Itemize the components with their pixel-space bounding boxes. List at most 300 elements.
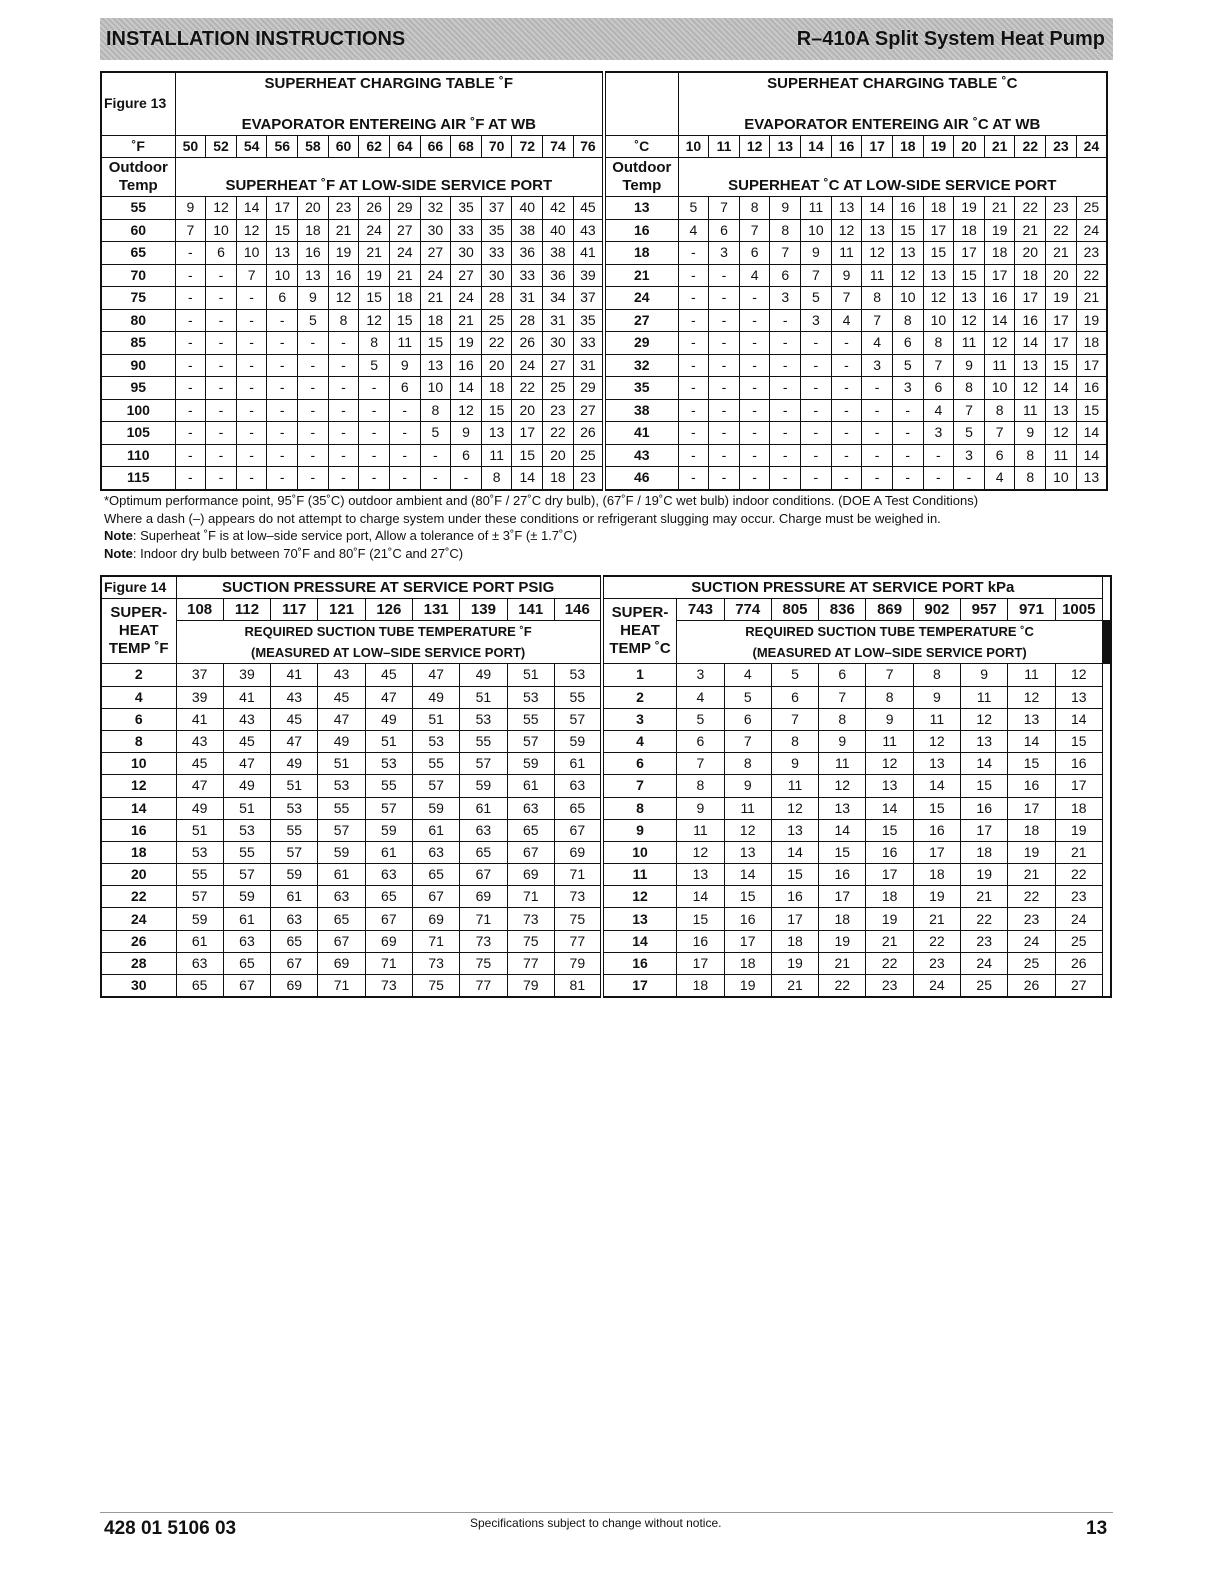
superheat-c-cell: 18 — [1015, 264, 1046, 287]
superheat-f-cell: - — [389, 422, 420, 445]
superheat-c-cell: 12 — [954, 309, 985, 332]
superheat-c-cell: 21 — [1015, 219, 1046, 242]
superheat-c-cell: 9 — [1015, 422, 1046, 445]
superheat-c-cell: 18 — [1076, 332, 1107, 355]
superheat-f-cell: 27 — [389, 219, 420, 242]
suction-temp-f-cell: 49 — [176, 797, 223, 819]
superheat-c-cell: - — [831, 399, 862, 422]
suction-temp-f-cell: 57 — [318, 819, 365, 841]
table-row — [101, 332, 1107, 355]
superheat-f-cell: 27 — [451, 264, 482, 287]
superheat-f-cell: 34 — [543, 287, 574, 310]
superheat-c-cell: - — [954, 467, 985, 490]
suction-temp-c-cell: 22 — [1008, 886, 1055, 908]
suction-temp-f-cell: 61 — [271, 886, 318, 908]
wb-c-header: 14 — [801, 135, 832, 158]
superheat-c-cell: 16 — [1015, 309, 1046, 332]
superheat-c-cell: - — [770, 467, 801, 490]
superheat-f-cell: - — [175, 287, 206, 310]
suction-temp-f-cell: 49 — [365, 708, 412, 730]
suction-temp-c-cell: 13 — [771, 819, 818, 841]
suction-temp-c-cell: 22 — [1055, 864, 1102, 886]
superheat-c-cell: 18 — [954, 219, 985, 242]
table-row — [101, 886, 1111, 908]
suction-temp-f-cell: 67 — [318, 930, 365, 952]
superheat-c-cell: 14 — [1076, 422, 1107, 445]
superheat-f-cell: - — [298, 332, 329, 355]
suction-temp-f-cell: 63 — [460, 819, 507, 841]
suction-temp-f-cell: 57 — [176, 886, 223, 908]
disclaimer: Specifications subject to change without notice. — [470, 1516, 722, 1530]
suction-temp-f-cell: 65 — [318, 908, 365, 930]
superheat-c-cell: - — [739, 377, 770, 400]
suction-temp-f-cell: 59 — [223, 886, 270, 908]
superheat-temp-c-header: SUPER- HEAT TEMP ˚C — [602, 599, 677, 664]
superheat-f-cell: 39 — [573, 264, 604, 287]
suction-temp-c-cell: 16 — [677, 930, 724, 952]
suction-temp-c-cell: 15 — [1008, 753, 1055, 775]
superheat-f-cell: - — [175, 467, 206, 490]
superheat-c-subheader: SUPERHEAT ˚C AT LOW-SIDE SERVICE PORT — [678, 158, 1107, 197]
suction-temp-c-cell: 12 — [819, 775, 866, 797]
suction-temp-c-cell: 24 — [913, 975, 960, 998]
superheat-temp-c: 3 — [602, 708, 677, 730]
superheat-c-cell: - — [739, 422, 770, 445]
kpa-header: 774 — [724, 599, 771, 621]
suction-temp-c-cell: 9 — [866, 708, 913, 730]
suction-temp-c-cell: 21 — [961, 886, 1008, 908]
suction-temp-f-cell: 57 — [412, 775, 459, 797]
suction-temp-c-cell: 8 — [913, 664, 960, 686]
superheat-f-cell: 30 — [481, 264, 512, 287]
outdoor-temp-f-header: Outdoor Temp — [101, 158, 175, 197]
suction-temp-c-cell: 13 — [1055, 686, 1102, 708]
superheat-f-cell: - — [328, 354, 359, 377]
suction-temp-c-cell: 8 — [724, 753, 771, 775]
suction-temp-c-cell: 12 — [1008, 686, 1055, 708]
suction-temp-c-cell: 15 — [724, 886, 771, 908]
suction-temp-c-cell: 15 — [819, 841, 866, 863]
suction-temp-f-cell: 47 — [318, 708, 365, 730]
wb-f-header: 68 — [451, 135, 482, 158]
suction-temp-f-cell: 71 — [460, 908, 507, 930]
superheat-f-cell: - — [175, 444, 206, 467]
superheat-c-cell: 4 — [831, 309, 862, 332]
suction-temp-c-cell: 18 — [866, 886, 913, 908]
suction-temp-f-cell: 69 — [554, 841, 601, 863]
suction-temp-c-cell: 5 — [677, 708, 724, 730]
suction-temp-f-cell: 61 — [176, 930, 223, 952]
superheat-f-cell: 30 — [451, 242, 482, 265]
superheat-f-cell: 35 — [481, 219, 512, 242]
superheat-c-cell: 8 — [770, 219, 801, 242]
superheat-f-cell: 19 — [451, 332, 482, 355]
superheat-f-cell: 18 — [481, 377, 512, 400]
psig-header: 108 — [176, 599, 223, 621]
superheat-c-cell: - — [801, 422, 832, 445]
outdoor-temp-c: 27 — [604, 309, 678, 332]
superheat-f-cell: 10 — [236, 242, 267, 265]
superheat-f-cell: - — [389, 399, 420, 422]
table-row — [101, 354, 1107, 377]
suction-temp-c-cell: 19 — [819, 930, 866, 952]
superheat-f-cell: 9 — [175, 197, 206, 220]
suction-temp-c-cell: 5 — [771, 664, 818, 686]
superheat-f-cell: 6 — [389, 377, 420, 400]
suction-temp-f-cell: 61 — [412, 819, 459, 841]
superheat-f-cell: 5 — [359, 354, 390, 377]
superheat-temp-c: 12 — [602, 886, 677, 908]
outdoor-temp-c: 13 — [604, 197, 678, 220]
table-row — [101, 664, 1111, 686]
superheat-c-cell: - — [678, 444, 709, 467]
suction-temp-c-cell: 26 — [1008, 975, 1055, 998]
superheat-c-cell: - — [678, 399, 709, 422]
superheat-f-cell: - — [451, 467, 482, 490]
suction-temp-c-cell: 19 — [866, 908, 913, 930]
suction-temp-c-cell: 17 — [961, 819, 1008, 841]
suction-temp-c-cell: 25 — [961, 975, 1008, 998]
suction-temp-c-cell — [1110, 621, 1111, 664]
superheat-f-cell: 21 — [420, 287, 451, 310]
suction-temp-c-cell: 19 — [961, 864, 1008, 886]
table-row — [101, 730, 1111, 752]
outdoor-temp-c: 35 — [604, 377, 678, 400]
suction-temp-f-cell: 37 — [176, 664, 223, 686]
superheat-f-cell: 30 — [420, 219, 451, 242]
evap-air-f-header: EVAPORATOR ENTEREING AIR ˚F AT WB — [175, 95, 604, 136]
kpa-header: 957 — [961, 599, 1008, 621]
superheat-f-cell: 28 — [512, 309, 543, 332]
superheat-f-cell: 24 — [389, 242, 420, 265]
kpa-header: 1005 — [1055, 599, 1102, 621]
superheat-f-cell: 13 — [267, 242, 298, 265]
superheat-f-cell: - — [359, 444, 390, 467]
superheat-c-cell: 6 — [923, 377, 954, 400]
psig-header: 112 — [223, 599, 270, 621]
superheat-temp-f: 4 — [101, 686, 176, 708]
superheat-f-cell: 35 — [451, 197, 482, 220]
suction-temp-f-cell: 59 — [507, 753, 554, 775]
superheat-c-cell: 14 — [1076, 444, 1107, 467]
wb-f-header: 72 — [512, 135, 543, 158]
superheat-c-cell: - — [770, 332, 801, 355]
wb-c-header: 24 — [1076, 135, 1107, 158]
wb-f-header: 56 — [267, 135, 298, 158]
note-optimum: *Optimum performance point, 95˚F (35˚C) outdoor ambient and (80˚F / 27˚C dry bulb), (67˚F / 19˚C wet bulb) indoor conditions. (DOE A Test Conditions) — [104, 493, 979, 508]
suction-temp-f-cell: 59 — [271, 864, 318, 886]
superheat-f-cell: - — [236, 354, 267, 377]
page-number: 13 — [1086, 1518, 1108, 1539]
suction-temp-c-cell: 9 — [819, 730, 866, 752]
superheat-c-cell: 3 — [801, 309, 832, 332]
suction-temp-c-cell: 14 — [724, 864, 771, 886]
outdoor-temp-c: 29 — [604, 332, 678, 355]
suction-temp-c-cell: 15 — [677, 908, 724, 930]
outdoor-temp-c-header: Outdoor Temp — [604, 158, 678, 197]
superheat-c-cell: - — [739, 354, 770, 377]
superheat-f-cell: 12 — [236, 219, 267, 242]
superheat-f-cell: 40 — [543, 219, 574, 242]
suction-temp-f-cell: 51 — [412, 708, 459, 730]
superheat-f-cell: 6 — [267, 287, 298, 310]
suction-temp-c-cell: 18 — [961, 841, 1008, 863]
superheat-f-cell: 12 — [359, 309, 390, 332]
superheat-f-cell: - — [267, 332, 298, 355]
superheat-c-cell: 16 — [1076, 377, 1107, 400]
table-row — [101, 399, 1107, 422]
required-temp-f-header: REQUIRED SUCTION TUBE TEMPERATURE ˚F (MEASURED AT LOW–SIDE SERVICE PORT) — [176, 621, 602, 664]
superheat-f-cell: 19 — [328, 242, 359, 265]
outdoor-temp-f: 55 — [101, 197, 175, 220]
superheat-f-cell: - — [298, 422, 329, 445]
suction-temp-c-cell: 21 — [866, 930, 913, 952]
superheat-c-cell: - — [770, 354, 801, 377]
suction-temp-f-cell: 77 — [460, 975, 507, 998]
superheat-c-cell: 10 — [1046, 467, 1077, 490]
suction-temp-f-cell: 53 — [554, 664, 601, 686]
superheat-c-cell: 10 — [801, 219, 832, 242]
superheat-f-cell: - — [206, 354, 237, 377]
superheat-c-cell: - — [923, 467, 954, 490]
superheat-c-cell: 7 — [709, 197, 740, 220]
superheat-c-cell: 23 — [1076, 242, 1107, 265]
wb-f-header: 66 — [420, 135, 451, 158]
suction-temp-c-cell: 19 — [1055, 819, 1102, 841]
suction-temp-f-cell: 51 — [365, 730, 412, 752]
suction-temp-c-cell: 19 — [771, 952, 818, 974]
superheat-f-cell: 14 — [451, 377, 482, 400]
superheat-f-cell: 5 — [298, 309, 329, 332]
superheat-f-cell: - — [298, 399, 329, 422]
table-row — [101, 422, 1107, 445]
suction-temp-c-cell: 11 — [913, 708, 960, 730]
superheat-c-cell: - — [709, 332, 740, 355]
suction-temp-c-cell: 22 — [819, 975, 866, 998]
superheat-f-cell: 17 — [267, 197, 298, 220]
outdoor-temp-c: 46 — [604, 467, 678, 490]
suction-temp-c-cell: 13 — [677, 864, 724, 886]
suction-temp-c-cell: 21 — [771, 975, 818, 998]
superheat-f-cell: 24 — [512, 354, 543, 377]
kpa-header: 836 — [819, 599, 866, 621]
suction-temp-c-cell: 7 — [819, 686, 866, 708]
suction-temp-f-cell: 79 — [554, 952, 601, 974]
suction-temp-c-cell: 13 — [961, 730, 1008, 752]
table-row — [101, 467, 1107, 490]
superheat-f-cell: 38 — [543, 242, 574, 265]
superheat-c-cell: 14 — [1046, 377, 1077, 400]
superheat-c-cell: 17 — [954, 242, 985, 265]
kpa-header: 902 — [913, 599, 960, 621]
superheat-f-cell: 38 — [512, 219, 543, 242]
outdoor-temp-c: 18 — [604, 242, 678, 265]
note-dry-bulb: Note: Indoor dry bulb between 70˚F and 80˚F (21˚C and 27˚C) — [104, 546, 464, 562]
unit-f-header: ˚F — [101, 135, 175, 158]
suction-temp-c-cell: 14 — [1055, 708, 1102, 730]
superheat-f-cell: - — [267, 354, 298, 377]
superheat-c-cell: 18 — [984, 242, 1015, 265]
suction-temp-f-cell: 59 — [176, 908, 223, 930]
outdoor-temp-f: 65 — [101, 242, 175, 265]
suction-temp-f-cell: 63 — [176, 952, 223, 974]
table-row — [101, 377, 1107, 400]
superheat-f-cell: 25 — [543, 377, 574, 400]
psig-header: 121 — [318, 599, 365, 621]
superheat-c-cell: 13 — [862, 219, 893, 242]
superheat-f-cell: 21 — [389, 264, 420, 287]
suction-temp-c-cell: 12 — [677, 841, 724, 863]
note-dash: Where a dash (–) appears do not attempt to charge system under these conditions or refrigerant slugging may occur. Charge must be weighed in. — [104, 510, 941, 526]
suction-temp-c-cell: 13 — [724, 841, 771, 863]
superheat-c-cell: - — [770, 444, 801, 467]
superheat-temp-f: 22 — [101, 886, 176, 908]
suction-temp-c-cell: 21 — [913, 908, 960, 930]
suction-temp-f-cell: 65 — [365, 886, 412, 908]
superheat-f-cell: 42 — [543, 197, 574, 220]
superheat-f-cell: 9 — [451, 422, 482, 445]
suction-temp-c-cell: 17 — [1055, 775, 1102, 797]
suction-temp-f-cell: 59 — [318, 841, 365, 863]
suction-temp-f-cell: 53 — [507, 686, 554, 708]
superheat-f-cell: - — [420, 467, 451, 490]
superheat-c-cell: 14 — [862, 197, 893, 220]
superheat-f-cell: 15 — [267, 219, 298, 242]
header-left-title: INSTALLATION INSTRUCTIONS — [106, 27, 406, 50]
superheat-temp-c: 14 — [602, 930, 677, 952]
superheat-f-cell: - — [206, 399, 237, 422]
superheat-c-cell: - — [709, 467, 740, 490]
table-row — [101, 242, 1107, 265]
superheat-f-cell: 22 — [543, 422, 574, 445]
suction-temp-c-cell: 18 — [724, 952, 771, 974]
suction-temp-f-cell: 71 — [365, 952, 412, 974]
suction-temp-c-cell: 18 — [1055, 797, 1102, 819]
superheat-f-cell: 29 — [573, 377, 604, 400]
superheat-f-cell: - — [389, 444, 420, 467]
superheat-f-cell: 14 — [236, 197, 267, 220]
suction-temp-c-cell: 23 — [1008, 908, 1055, 930]
superheat-c-cell: - — [739, 444, 770, 467]
superheat-f-cell: 6 — [206, 242, 237, 265]
superheat-f-cell: - — [236, 444, 267, 467]
superheat-c-cell: - — [892, 467, 923, 490]
suction-temp-c-cell: 6 — [819, 664, 866, 686]
suction-temp-f-cell: 67 — [412, 886, 459, 908]
superheat-temp-f: 18 — [101, 841, 176, 863]
suction-psig-title: SUCTION PRESSURE AT SERVICE PORT PSIG — [176, 576, 602, 599]
superheat-c-cell: - — [739, 399, 770, 422]
outdoor-temp-c: 21 — [604, 264, 678, 287]
suction-temp-c-cell: 11 — [961, 686, 1008, 708]
superheat-f-cell: - — [328, 467, 359, 490]
superheat-c-cell: - — [709, 309, 740, 332]
superheat-f-cell: 19 — [359, 264, 390, 287]
superheat-temp-f-header: SUPER- HEAT TEMP ˚F — [101, 599, 176, 664]
suction-temp-c-cell: 14 — [961, 753, 1008, 775]
suction-temp-f-cell: 73 — [365, 975, 412, 998]
table-row — [101, 753, 1111, 775]
superheat-c-cell: - — [709, 377, 740, 400]
superheat-f-cell: 36 — [543, 264, 574, 287]
suction-temp-f-cell: 47 — [271, 730, 318, 752]
outdoor-temp-c: 41 — [604, 422, 678, 445]
suction-temp-c-cell: 24 — [1055, 908, 1102, 930]
superheat-f-cell: 21 — [328, 219, 359, 242]
suction-temp-c-cell: 25 — [1055, 930, 1102, 952]
wb-c-header: 13 — [770, 135, 801, 158]
superheat-f-cell: 24 — [359, 219, 390, 242]
wb-c-header: 19 — [923, 135, 954, 158]
suction-temp-f-cell: 53 — [223, 819, 270, 841]
note-tolerance: Note: Superheat ˚F is at low–side service port, Allow a tolerance of ± 3˚F (± 1.7˚C) — [104, 528, 578, 544]
superheat-temp-f: 12 — [101, 775, 176, 797]
superheat-f-cell: 41 — [573, 242, 604, 265]
outdoor-temp-f: 80 — [101, 309, 175, 332]
superheat-c-cell: 9 — [801, 242, 832, 265]
suction-temp-c-cell: 6 — [677, 730, 724, 752]
outdoor-temp-f: 105 — [101, 422, 175, 445]
table-row — [101, 264, 1107, 287]
superheat-temp-f: 20 — [101, 864, 176, 886]
suction-temp-c-cell: 14 — [771, 841, 818, 863]
suction-temp-c-cell: 12 — [1055, 664, 1102, 686]
superheat-f-cell: - — [298, 354, 329, 377]
superheat-c-cell: 4 — [739, 264, 770, 287]
superheat-c-cell: 7 — [770, 242, 801, 265]
suction-temp-c-cell: 18 — [819, 908, 866, 930]
superheat-f-subheader: SUPERHEAT ˚F AT LOW-SIDE SERVICE PORT — [175, 158, 604, 197]
superheat-f-cell: 33 — [512, 264, 543, 287]
superheat-f-cell: - — [359, 467, 390, 490]
superheat-c-cell: 17 — [923, 219, 954, 242]
wb-c-header: 20 — [954, 135, 985, 158]
wb-f-header: 52 — [206, 135, 237, 158]
evap-air-c-header: EVAPORATOR ENTEREING AIR ˚C AT WB — [678, 95, 1107, 136]
superheat-c-cell: - — [678, 264, 709, 287]
suction-temp-f-cell: 65 — [412, 864, 459, 886]
superheat-c-cell: 4 — [678, 219, 709, 242]
superheat-temp-c: 8 — [602, 797, 677, 819]
superheat-f-cell: - — [298, 377, 329, 400]
suction-temp-c-cell: 16 — [913, 819, 960, 841]
suction-temp-c-cell: 17 — [1008, 797, 1055, 819]
suction-temp-f-cell: 63 — [271, 908, 318, 930]
suction-temp-c-cell: 12 — [724, 819, 771, 841]
wb-f-header: 70 — [481, 135, 512, 158]
suction-temp-f-cell: 63 — [412, 841, 459, 863]
superheat-f-cell: 23 — [573, 467, 604, 490]
outdoor-temp-f: 75 — [101, 287, 175, 310]
superheat-f-cell: 14 — [512, 467, 543, 490]
wb-f-header: 62 — [359, 135, 390, 158]
outdoor-temp-f: 115 — [101, 467, 175, 490]
superheat-temp-f: 26 — [101, 930, 176, 952]
superheat-c-cell: - — [678, 242, 709, 265]
suction-temp-c-cell: 14 — [866, 797, 913, 819]
suction-temp-c-cell: 27 — [1055, 975, 1102, 998]
superheat-f-cell: - — [236, 422, 267, 445]
suction-temp-c-cell: 9 — [961, 664, 1008, 686]
superheat-c-cell: - — [678, 467, 709, 490]
superheat-f-cell: 21 — [359, 242, 390, 265]
superheat-c-cell: 8 — [1015, 467, 1046, 490]
superheat-f-cell: - — [206, 467, 237, 490]
suction-temp-f-cell: 43 — [318, 664, 365, 686]
outdoor-temp-c: 16 — [604, 219, 678, 242]
superheat-f-cell: 8 — [328, 309, 359, 332]
suction-temp-c-cell: 25 — [1008, 952, 1055, 974]
